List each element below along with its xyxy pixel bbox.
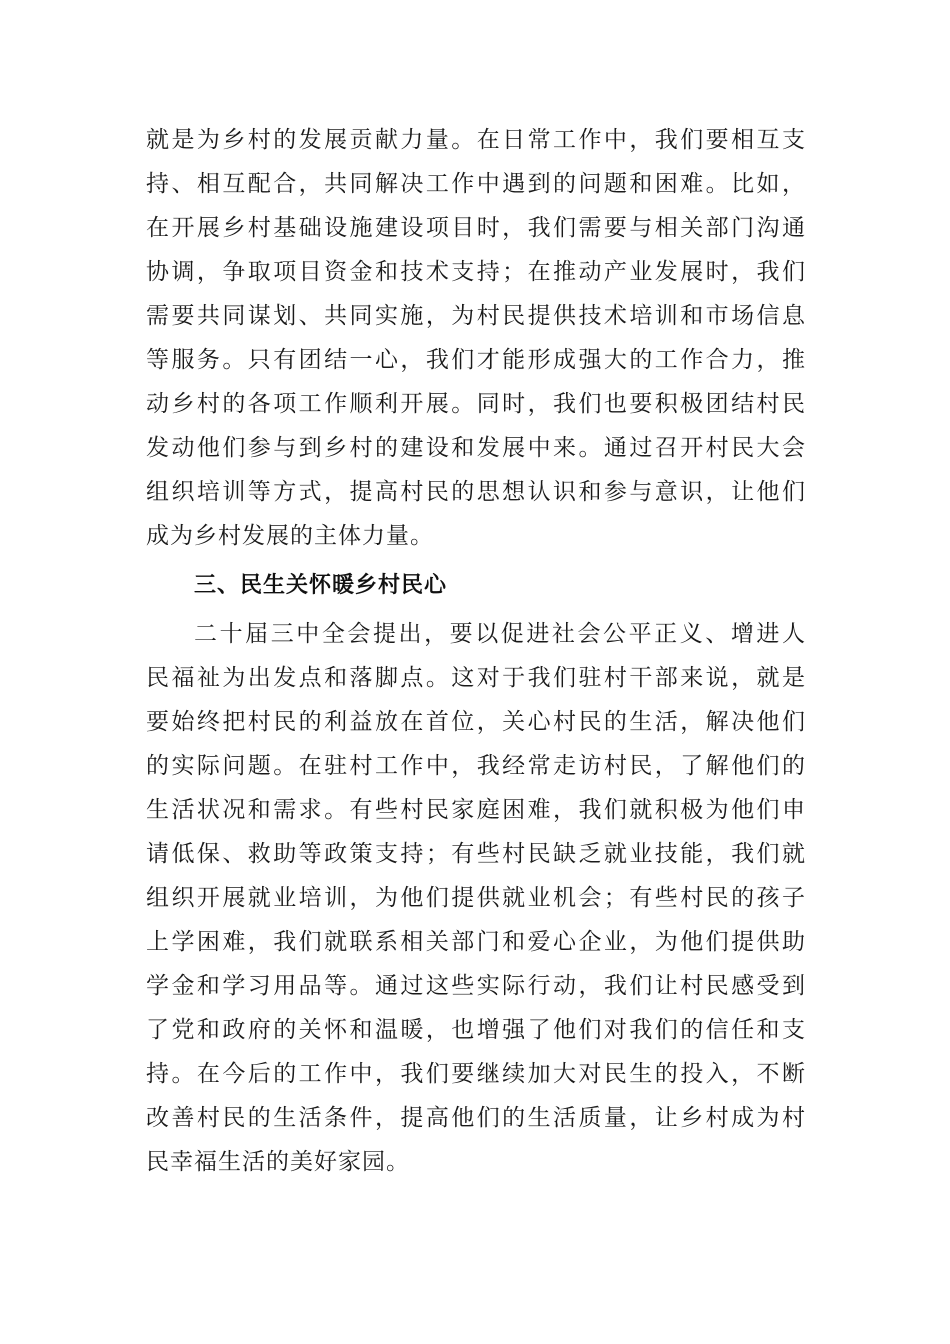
paragraph-line: 动乡村的各项工作顺利开展。同时，我们也要积极团结村民: [146, 391, 806, 417]
paragraph-line: 民幸福生活的美好家园。: [146, 1149, 410, 1175]
paragraph-line: 在开展乡村基础设施建设项目时，我们需要与相关部门沟通: [146, 215, 806, 241]
paragraph-line: 需要共同谋划、共同实施，为村民提供技术培训和市场信息: [146, 303, 806, 329]
paragraph-line: 组织开展就业培训，为他们提供就业机会；有些村民的孩子: [146, 885, 806, 911]
paragraph-line: 就是为乡村的发展贡献力量。在日常工作中，我们要相互支: [146, 127, 806, 153]
paragraph-line: 学金和学习用品等。通过这些实际行动，我们让村民感受到: [146, 973, 806, 999]
paragraph-line: 要始终把村民的利益放在首位，关心村民的生活，解决他们: [146, 709, 806, 735]
paragraph-line: 请低保、救助等政策支持；有些村民缺乏就业技能，我们就: [146, 841, 806, 867]
paragraph-line: 发动他们参与到乡村的建设和发展中来。通过召开村民大会: [146, 435, 806, 461]
paragraph-line: 成为乡村发展的主体力量。: [146, 523, 434, 549]
paragraph-line: 生活状况和需求。有些村民家庭困难，我们就积极为他们申: [146, 797, 806, 823]
paragraph-line: 改善村民的生活条件，提高他们的生活质量，让乡村成为村: [146, 1105, 806, 1131]
paragraph-line: 二十届三中全会提出，要以促进社会公平正义、增进人: [194, 621, 806, 647]
paragraph-line: 上学困难，我们就联系相关部门和爱心企业，为他们提供助: [146, 929, 806, 955]
paragraph-line: 协调，争取项目资金和技术支持；在推动产业发展时，我们: [146, 259, 806, 285]
paragraph-line: 等服务。只有团结一心，我们才能形成强大的工作合力，推: [146, 347, 806, 373]
paragraph-line: 民福祉为出发点和落脚点。这对于我们驻村干部来说，就是: [146, 665, 806, 691]
paragraph-line: 组织培训等方式，提高村民的思想认识和参与意识，让他们: [146, 479, 806, 505]
paragraph-line: 持、相互配合，共同解决工作中遇到的问题和困难。比如，: [146, 171, 806, 197]
paragraph-line: 持。在今后的工作中，我们要继续加大对民生的投入，不断: [146, 1061, 806, 1087]
paragraph-line: 的实际问题。在驻村工作中，我经常走访村民，了解他们的: [146, 753, 806, 779]
section-heading: 三、民生关怀暖乡村民心: [194, 573, 448, 598]
paragraph-line: 了党和政府的关怀和温暖，也增强了他们对我们的信任和支: [146, 1017, 806, 1043]
